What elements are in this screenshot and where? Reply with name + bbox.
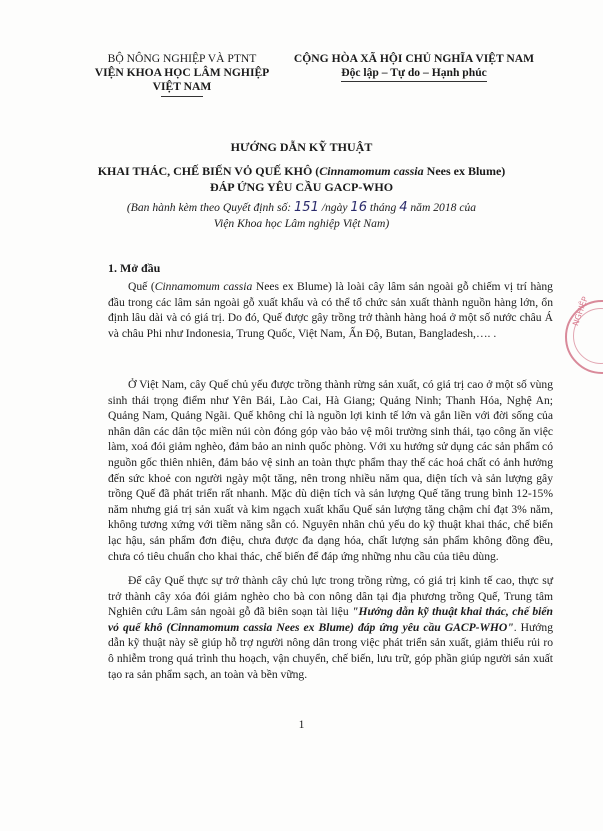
- paragraph-2: Ở Việt Nam, cây Quế chủ yếu được trồng thành rừng sản xuất, có giá trị cao ở một số vùng sinh thái trọng điểm như Yên Bái, Lào Cai, Hà Giang; Quảng Ninh; Thanh Hóa, Nghệ An; Quảng Nam, Quảng Ngãi. Quế không chỉ là nguồn lợi kinh tế lớn và gắn liền với đời sống của nhân dân các dân tộc miền núi còn đóng góp vào bảo vệ môi trường sinh thái, tạo công ăn việc làm, xoá đói giảm nghèo, đảm bảo an ninh quốc phòng. Với xu hướng sử dụng các sản phẩm có nguồn gốc thiên nhiên, đảm bảo vệ sinh an toàn thực phẩm thay thế các hoá chất có ảnh hưởng đến sức khoẻ con người ngày một tăng, nên trong nhiều năm qua, diện tích và sản lượng gây trồng Quế đã phát triển rất nhanh. Mặc dù diện tích và sản lượng Quế tăng trung bình 12-15% năm nhưng giá trị sản xuất và kim ngạch xuất khẩu Quế sản lượng tăng chậm chỉ đạt 3% năm, không tương xứng với tiềm năng sẵn có. Nguyên nhân chủ yếu do kỹ thuật khai thác, chế biến lạc hậu, sản phẩm đơn điệu, chưa được đa dạng hóa, chất lượng sản phẩm không đồng đều, chưa có tiêu chuẩn cho khai thác, chế biến để đáp ứng những nhu cầu của tiêu dùng.: [108, 378, 553, 563]
- document-title: HƯỚNG DẪN KỸ THUẬT: [230, 140, 373, 154]
- seal-text: NGHIỆP: [571, 295, 590, 328]
- handwritten-month: 4: [399, 200, 408, 215]
- header-divider: [161, 96, 203, 97]
- decision-reference-line2: Viện Khoa học Lâm nghiệp Việt Nam): [213, 217, 390, 230]
- official-seal: [565, 295, 603, 374]
- decision-reference: (Ban hành kèm theo Quyết định số: 151 /ngày 16 tháng 4 năm 2018 của: [126, 200, 477, 215]
- paragraph-1: Quế (Cinnamomum cassia Nees ex Blume) là loài cây lâm sản ngoài gỗ chiếm vị trí hàng đầu trong các lâm sản ngoài gỗ xuất khẩu và có thể tổ chức sản xuất thành nguồn hàng lớn, ổn định lâu dài và có giá trị. Do đó, Quế được gây trồng trở thành hàng hoá ở một số nước châu Á và châu Phi như Indonesia, Trung Quốc, Việt Nam, Ấn Độ, Butan, Bangladesh,…. .: [108, 280, 553, 340]
- institute-name: VIỆN KHOA HỌC LÂM NGHIỆP: [94, 66, 270, 79]
- ministry-name: BỘ NÔNG NGHIỆP VÀ PTNT: [107, 52, 257, 65]
- country-name: CỘNG HÒA XÃ HỘI CHỦ NGHĨA VIỆT NAM: [293, 52, 535, 65]
- issuing-agency-block: [82, 52, 282, 97]
- institute-name-line2: VIỆT NAM: [152, 80, 212, 93]
- document-subject-line2: ĐÁP ỨNG YÊU CẦU GACP-WHO: [209, 180, 394, 194]
- handwritten-day: 16: [350, 200, 367, 215]
- document-subject: KHAI THÁC, CHẾ BIẾN VỎ QUẾ KHÔ (Cinnamomum cassia Nees ex Blume): [97, 164, 506, 178]
- page-number: 1: [298, 718, 305, 731]
- section-heading: 1. Mở đầu: [108, 261, 161, 275]
- paragraph-3: Để cây Quế thực sự trở thành cây chủ lực trong trồng rừng, có giá trị kinh tế cao, thực sự trở thành cây xóa đói giảm nghèo cho bà con nông dân tại địa phương trồng Quế, Trung tâm Nghiên cứu Lâm sản ngoài gỗ đã biên soạn tài liệu "Hướng dẫn kỹ thuật khai thác, chế biến vỏ quế khô (Cinnamomum cassia Nees ex Blume) đáp ứng yêu cầu GACP-WHO". Hướng dẫn kỹ thuật này sẽ giúp hỗ trợ người nông dân trong việc phát triển sản xuất, giảm thiểu rủi ro ô nhiễm trong quá trình thu hoạch, vận chuyển, chế biến, lưu trữ, góp phần giúp người sản xuất tạo ra sản phẩm sạch, an toàn và bền vững.: [108, 574, 553, 681]
- national-motto: Độc lập – Tự do – Hạnh phúc: [341, 66, 487, 82]
- handwritten-decision-number: 151: [294, 200, 319, 215]
- national-motto-block: [283, 52, 545, 82]
